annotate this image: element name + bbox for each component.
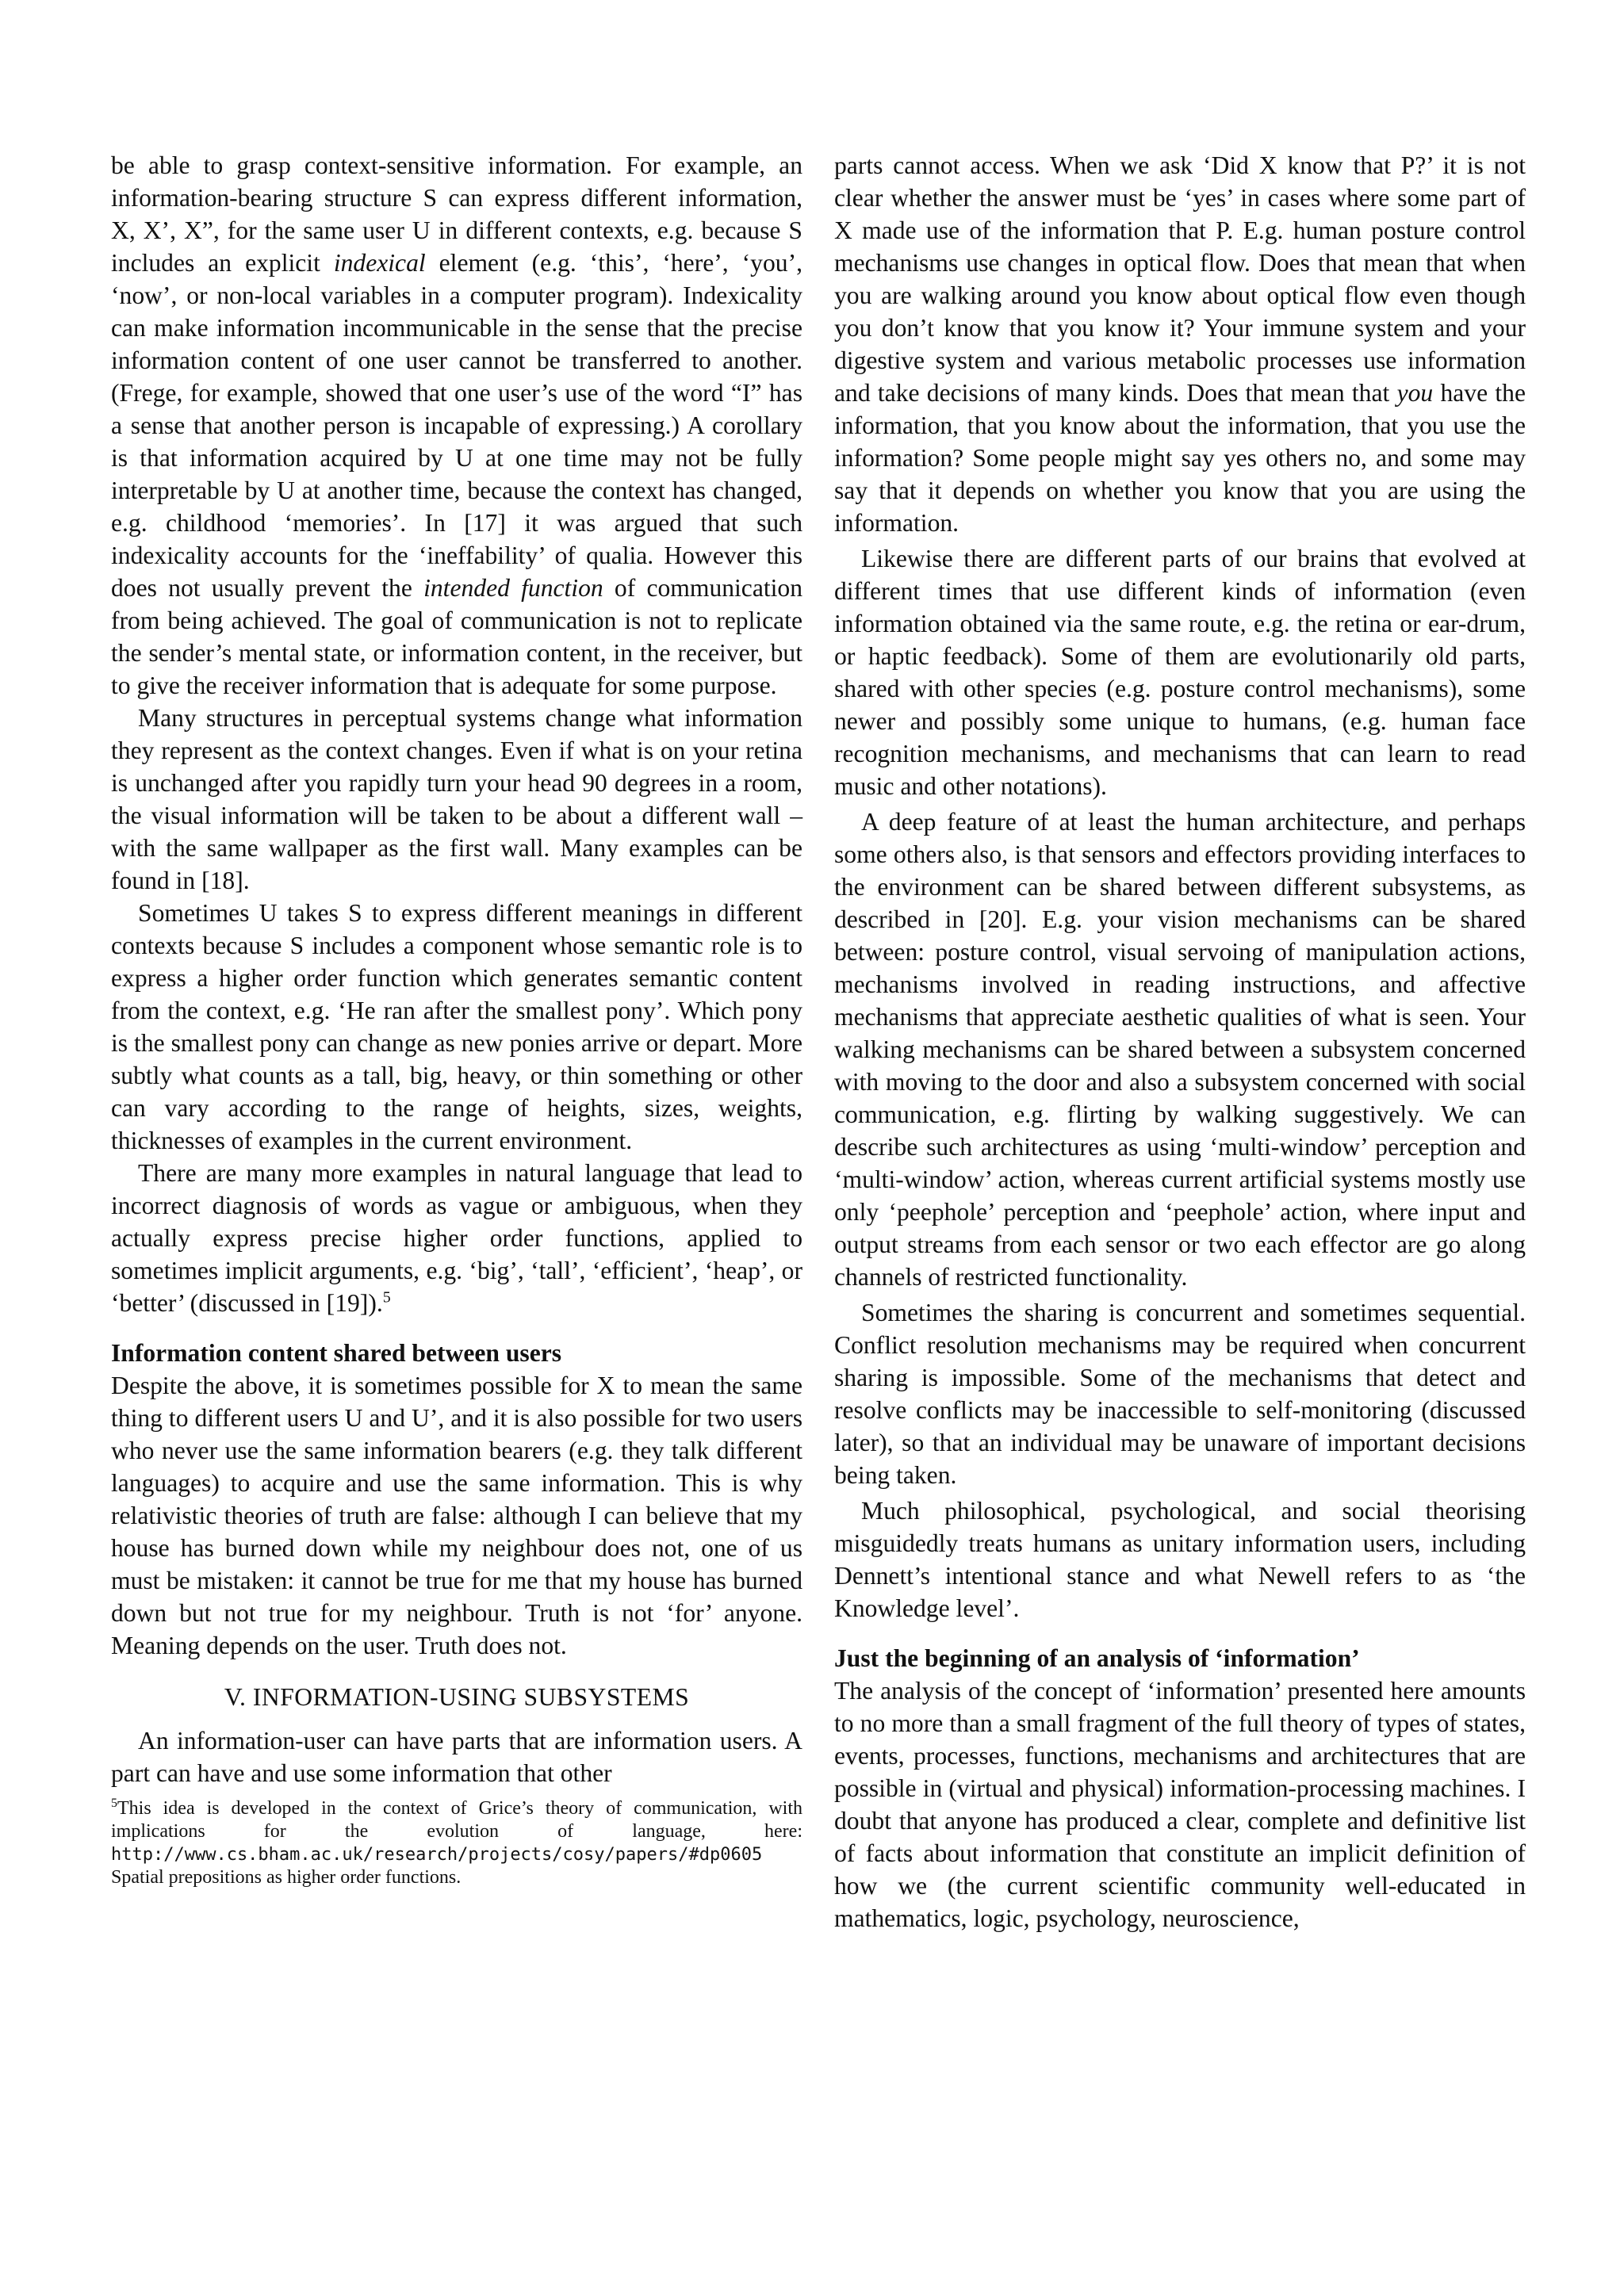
- emphasis: indexical: [333, 249, 426, 277]
- footnote: [111, 1797, 802, 1889]
- subsection-heading: Information content shared between users: [111, 1339, 562, 1367]
- section-number: V.: [224, 1683, 253, 1711]
- footnote-text: Spatial prepositions as higher order functions.: [111, 1867, 462, 1888]
- right-column: [834, 149, 1526, 1934]
- paragraph: Much philosophical, psychological, and social theorising misguidedly treats humans as unitary information users, including Dennett’s intentional stance and what Newell refers to as ‘the Knowledge level’.: [834, 1497, 1526, 1622]
- text-run: There are many more examples in natural language that lead to incorrect diagnosis of words as vague or ambiguous, when they actually express precise higher order functions, applied to sometimes implicit arguments, e.g. ‘big’, ‘tall’, ‘efficient’, ‘heap’, or ‘better’ (discussed in [19]).: [111, 1159, 802, 1317]
- paragraph: A deep feature of at least the human architecture, and perhaps some others also, is that sensors and effectors providing interfaces to the environment can be shared between different subsystems, as described in [20]. E.g. your vision mechanisms can be shared between: posture control, visual servoing of manipulation actions, mechanisms involved in reading instructions, and affective mechanisms that appreciate aesthetic qualities of what is seen. Your walking mechanisms can be shared between a subsystem concerned with moving to the door and also a subsystem concerned with social communication, e.g. flirting by walking suggestively. We can describe such architectures as using ‘multi-window’ perception and ‘multi-window’ action, whereas current artificial systems mostly use only ‘peephole’ perception and ‘peephole’ action, where input and output streams from each sensor or two each effector are go along channels of restricted functionality.: [834, 808, 1526, 1291]
- paragraph: The analysis of the concept of ‘information’ presented here amounts to no more than a small fragment of the full theory of types of states, events, processes, functions, mechanisms and architectures that are possible in (virtual and physical) information-processing machines. I doubt that anyone has produced a clear, complete and definitive list of facts about information that constitute an implicit definition of how we (the current scientific community well-educated in mathematics, logic, psychology, neuroscience,: [834, 1677, 1526, 1932]
- paragraph: [834, 149, 1526, 539]
- text-run: of communication from being achieved. The goal of communication is not to replicate the sender’s mental state, or information content, in the receiver, but to give the receiver information that is adequate for some purpose.: [111, 574, 803, 699]
- emphasis: you: [1396, 379, 1434, 407]
- paragraph: Sometimes U takes S to express different meanings in different contexts because S includes a component whose semantic role is to express a higher order function which generates semantic content from the context, e.g. ‘He ran after the smallest pony’. Which pony is the smallest pony can change as new ponies arrive or depart. More subtly what counts as a tall, big, heavy, or thin something or other can vary according to the range of heights, sizes, weights, thicknesses of examples in the current environment.: [111, 899, 802, 1154]
- text-run: have the information, that you know about the information, that you use the information? Some people might say yes others no, and some may say that it depends on whether you know that you are using the information.: [834, 379, 1526, 537]
- paragraph: Many structures in perceptual systems change what information they represent as the context changes. Even if what is on your retina is unchanged after you rapidly turn your head 90 degrees in a room, the visual information will be taken to be about a different wall – with the same wallpaper as the first wall. Many examples can be found in [18].: [111, 704, 802, 894]
- section-heading: [111, 1681, 802, 1713]
- emphasis: intended function: [423, 574, 603, 602]
- section-title-initial: I: [252, 1683, 262, 1711]
- subsection-heading: Just the beginning of an analysis of ‘information’: [834, 1644, 1360, 1672]
- footnote-text: This idea is developed in the context of Grice’s theory of communication, with implications for the evolution of language, here:: [111, 1798, 802, 1842]
- paragraph: [111, 1157, 802, 1319]
- paragraph: Sometimes the sharing is concurrent and sometimes sequential. Conflict resolution mechanisms may be required when concurrent sharing is impossible. Some of the mechanisms that detect and resolve conflicts may be inaccessible to self-monitoring (discussed later), so that an individual may be unaware of important decisions being taken.: [834, 1299, 1526, 1489]
- text-run: element (e.g. ‘this’, ‘here’, ‘you’, ‘now’, or non-local variables in a computer program). Indexicality can make information incommunicable in the sense that the precise information content of one user cannot be transferred to another. (Frege, for example, showed that one user’s use of the word “I” has a sense that another person is incapable of expressing.) A corollary is that information acquired by U at one time may not be fully interpretable by U at another time, because the context has changed, e.g. childhood ‘memories’. In [17] it was argued that such indexicality accounts for the ‘ineffability’ of qualia. However this does not usually prevent the: [111, 249, 802, 602]
- paragraph: [111, 149, 802, 702]
- footnote-marker[interactable]: 5: [382, 1288, 391, 1307]
- footnote-number: 5: [111, 1797, 117, 1810]
- footnote-link[interactable]: http://www.cs.bham.ac.uk/research/projects/cosy/papers/#dp0605: [111, 1845, 763, 1865]
- left-column: [111, 149, 802, 1889]
- paragraph: Despite the above, it is sometimes possible for X to mean the same thing to different users U and U’, and it is also possible for two users who never use the same information bearers (e.g. they talk different languages) to acquire and use the same information. This is why relativistic theories of truth are false: although I can believe that my house has burned down while my neighbour does not, one of us must be mistaken: it cannot be true for me that my house has burned down but not true for my neighbour. Truth is not ‘for’ anyone. Meaning depends on the user. Truth does not.: [111, 1372, 802, 1659]
- text-run: parts cannot access. When we ask ‘Did X know that P?’ it is not clear whether the answer must be ‘yes’ in cases where some part of X made use of the information that P. E.g. human posture control mechanisms use changes in optical flow. Does that mean that when you are walking around you know about optical flow even though you don’t know that you know it? Your immune system and your digestive system and various metabolic processes use information and take decisions of many kinds. Does that mean that: [834, 151, 1526, 407]
- section-title-rest: NFORMATION-USING SUBSYSTEMS: [261, 1683, 690, 1711]
- paragraph: An information-user can have parts that are information users. A part can have and use some information that other: [111, 1727, 802, 1787]
- text-run: be able to grasp context-sensitive information. For example, an information-bearing structure S can express different information, X, X’, X”, for the same user U in different contexts, e.g. because S includes an explicit: [111, 151, 802, 277]
- paragraph: Likewise there are different parts of our brains that evolved at different times that use different kinds of information (even information obtained via the same route, e.g. the retina or ear-drum, or haptic feedback). Some of them are evolutionarily old parts, shared with other species (e.g. posture control mechanisms), some newer and possibly some unique to humans, (e.g. human face recognition mechanisms, and mechanisms that can learn to read music and other notations).: [834, 545, 1526, 800]
